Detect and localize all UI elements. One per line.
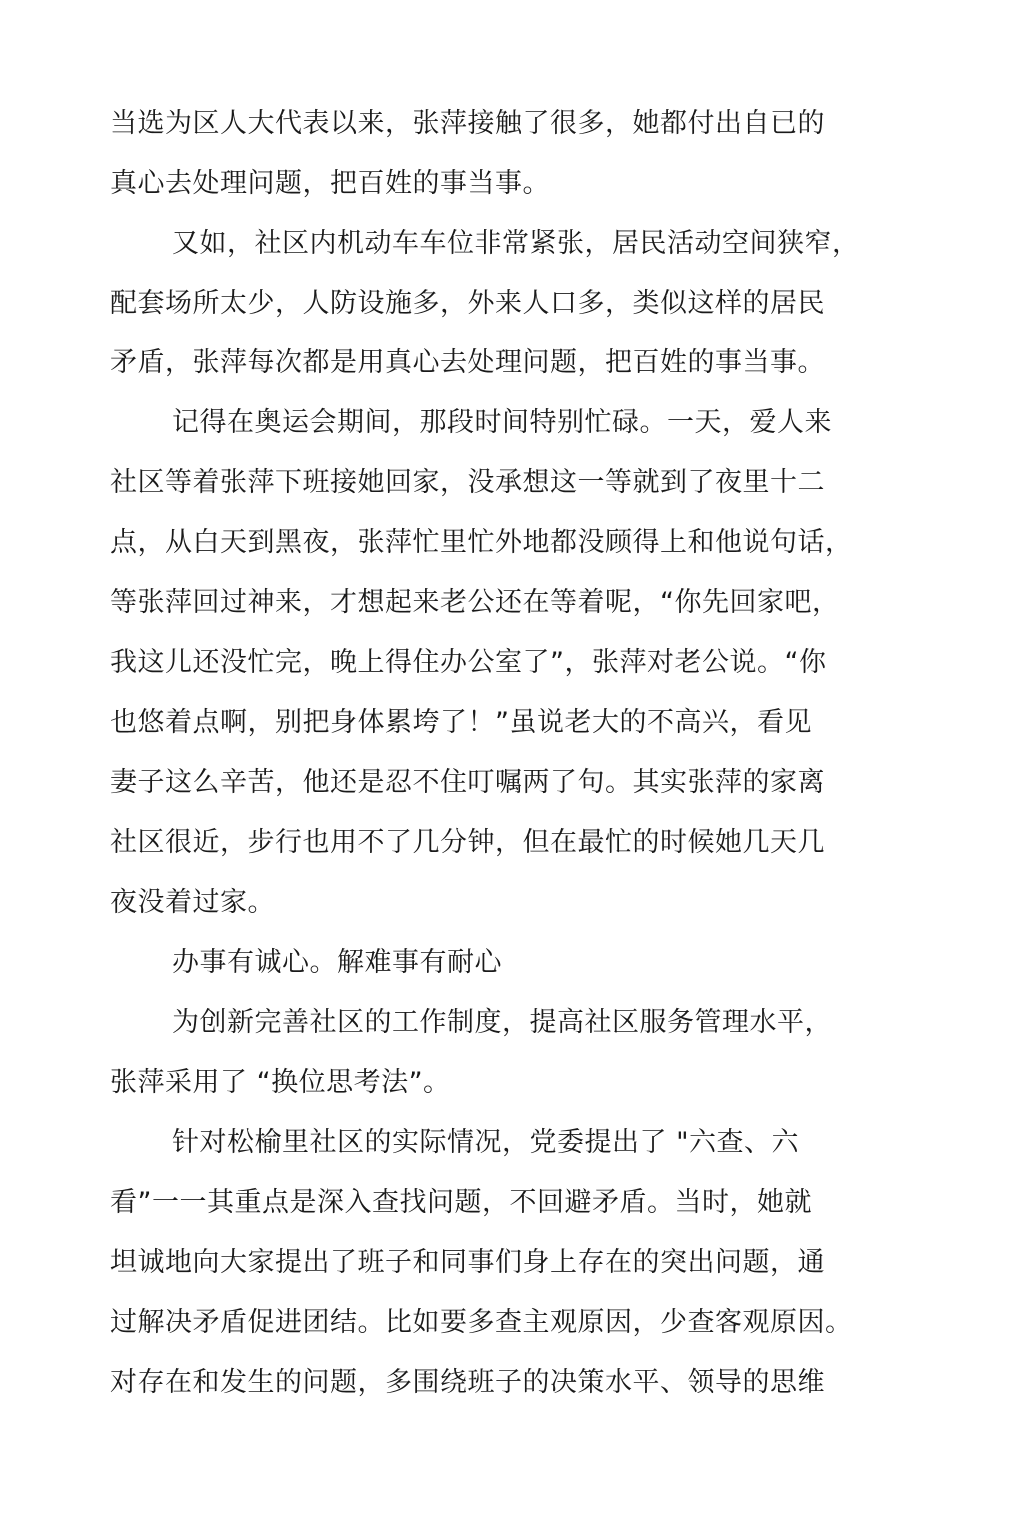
text-line: 看”一一其重点是深入查找问题，不回避矛盾。当时，她就 xyxy=(110,1187,812,1218)
text-line: 当选为区人大代表以来，张萍接触了很多，她都付出自已的 xyxy=(110,108,825,139)
section-heading: 办事有诚心。解难事有耐心 xyxy=(172,947,502,978)
paragraph-start-line: 记得在奥运会期间，那段时间特别忙碌。一天，爱人来 xyxy=(172,407,832,438)
text-line: 配套场所太少，人防设施多，外来人口多，类似这样的居民 xyxy=(110,288,825,319)
text-line: 妻子这么辛苦，他还是忍不住叮嘱两了句。其实张萍的家离 xyxy=(110,767,825,798)
text-line: 社区很近，步行也用不了几分钟，但在最忙的时候她几天几 xyxy=(110,827,825,858)
text-line: 我这儿还没忙完，晚上得住办公室了”，张萍对老公说。“你 xyxy=(110,647,827,678)
text-line: 社区等着张萍下班接她回家，没承想这一等就到了夜里十二 xyxy=(110,467,825,498)
text-line: 过解决矛盾促进团结。比如要多查主观原因，少查客观原因。 xyxy=(110,1307,853,1338)
text-line: 真心去处理问题，把百姓的事当事。 xyxy=(110,168,550,199)
text-line: 矛盾，张萍每次都是用真心去处理问题，把百姓的事当事。 xyxy=(110,347,825,378)
paragraph-start-line: 为创新完善社区的工作制度，提高社区服务管理水平， xyxy=(172,1007,832,1038)
text-line: 坦诚地向大家提出了班子和同事们身上存在的突出问题，通 xyxy=(110,1247,825,1278)
text-line: 也悠着点啊，别把身体累垮了！”虽说老大的不高兴，看见 xyxy=(110,707,812,738)
text-line: 对存在和发生的问题，多围绕班子的决策水平、领导的思维 xyxy=(110,1367,825,1398)
text-line: 点，从白天到黑夜，张萍忙里忙外地都没顾得上和他说句话， xyxy=(110,527,853,558)
text-line: 张萍采用了 “换位思考法”。 xyxy=(110,1067,451,1098)
paragraph-start-line: 针对松榆里社区的实际情况，党委提出了 "六查、六 xyxy=(172,1127,800,1158)
text-line: 等张萍回过神来，才想起来老公还在等着呢，“你先回家吧， xyxy=(110,587,840,618)
paragraph-start-line: 又如，社区内机动车车位非常紧张，居民活动空间狭窄， xyxy=(172,228,860,259)
text-line: 夜没着过家。 xyxy=(110,887,275,918)
